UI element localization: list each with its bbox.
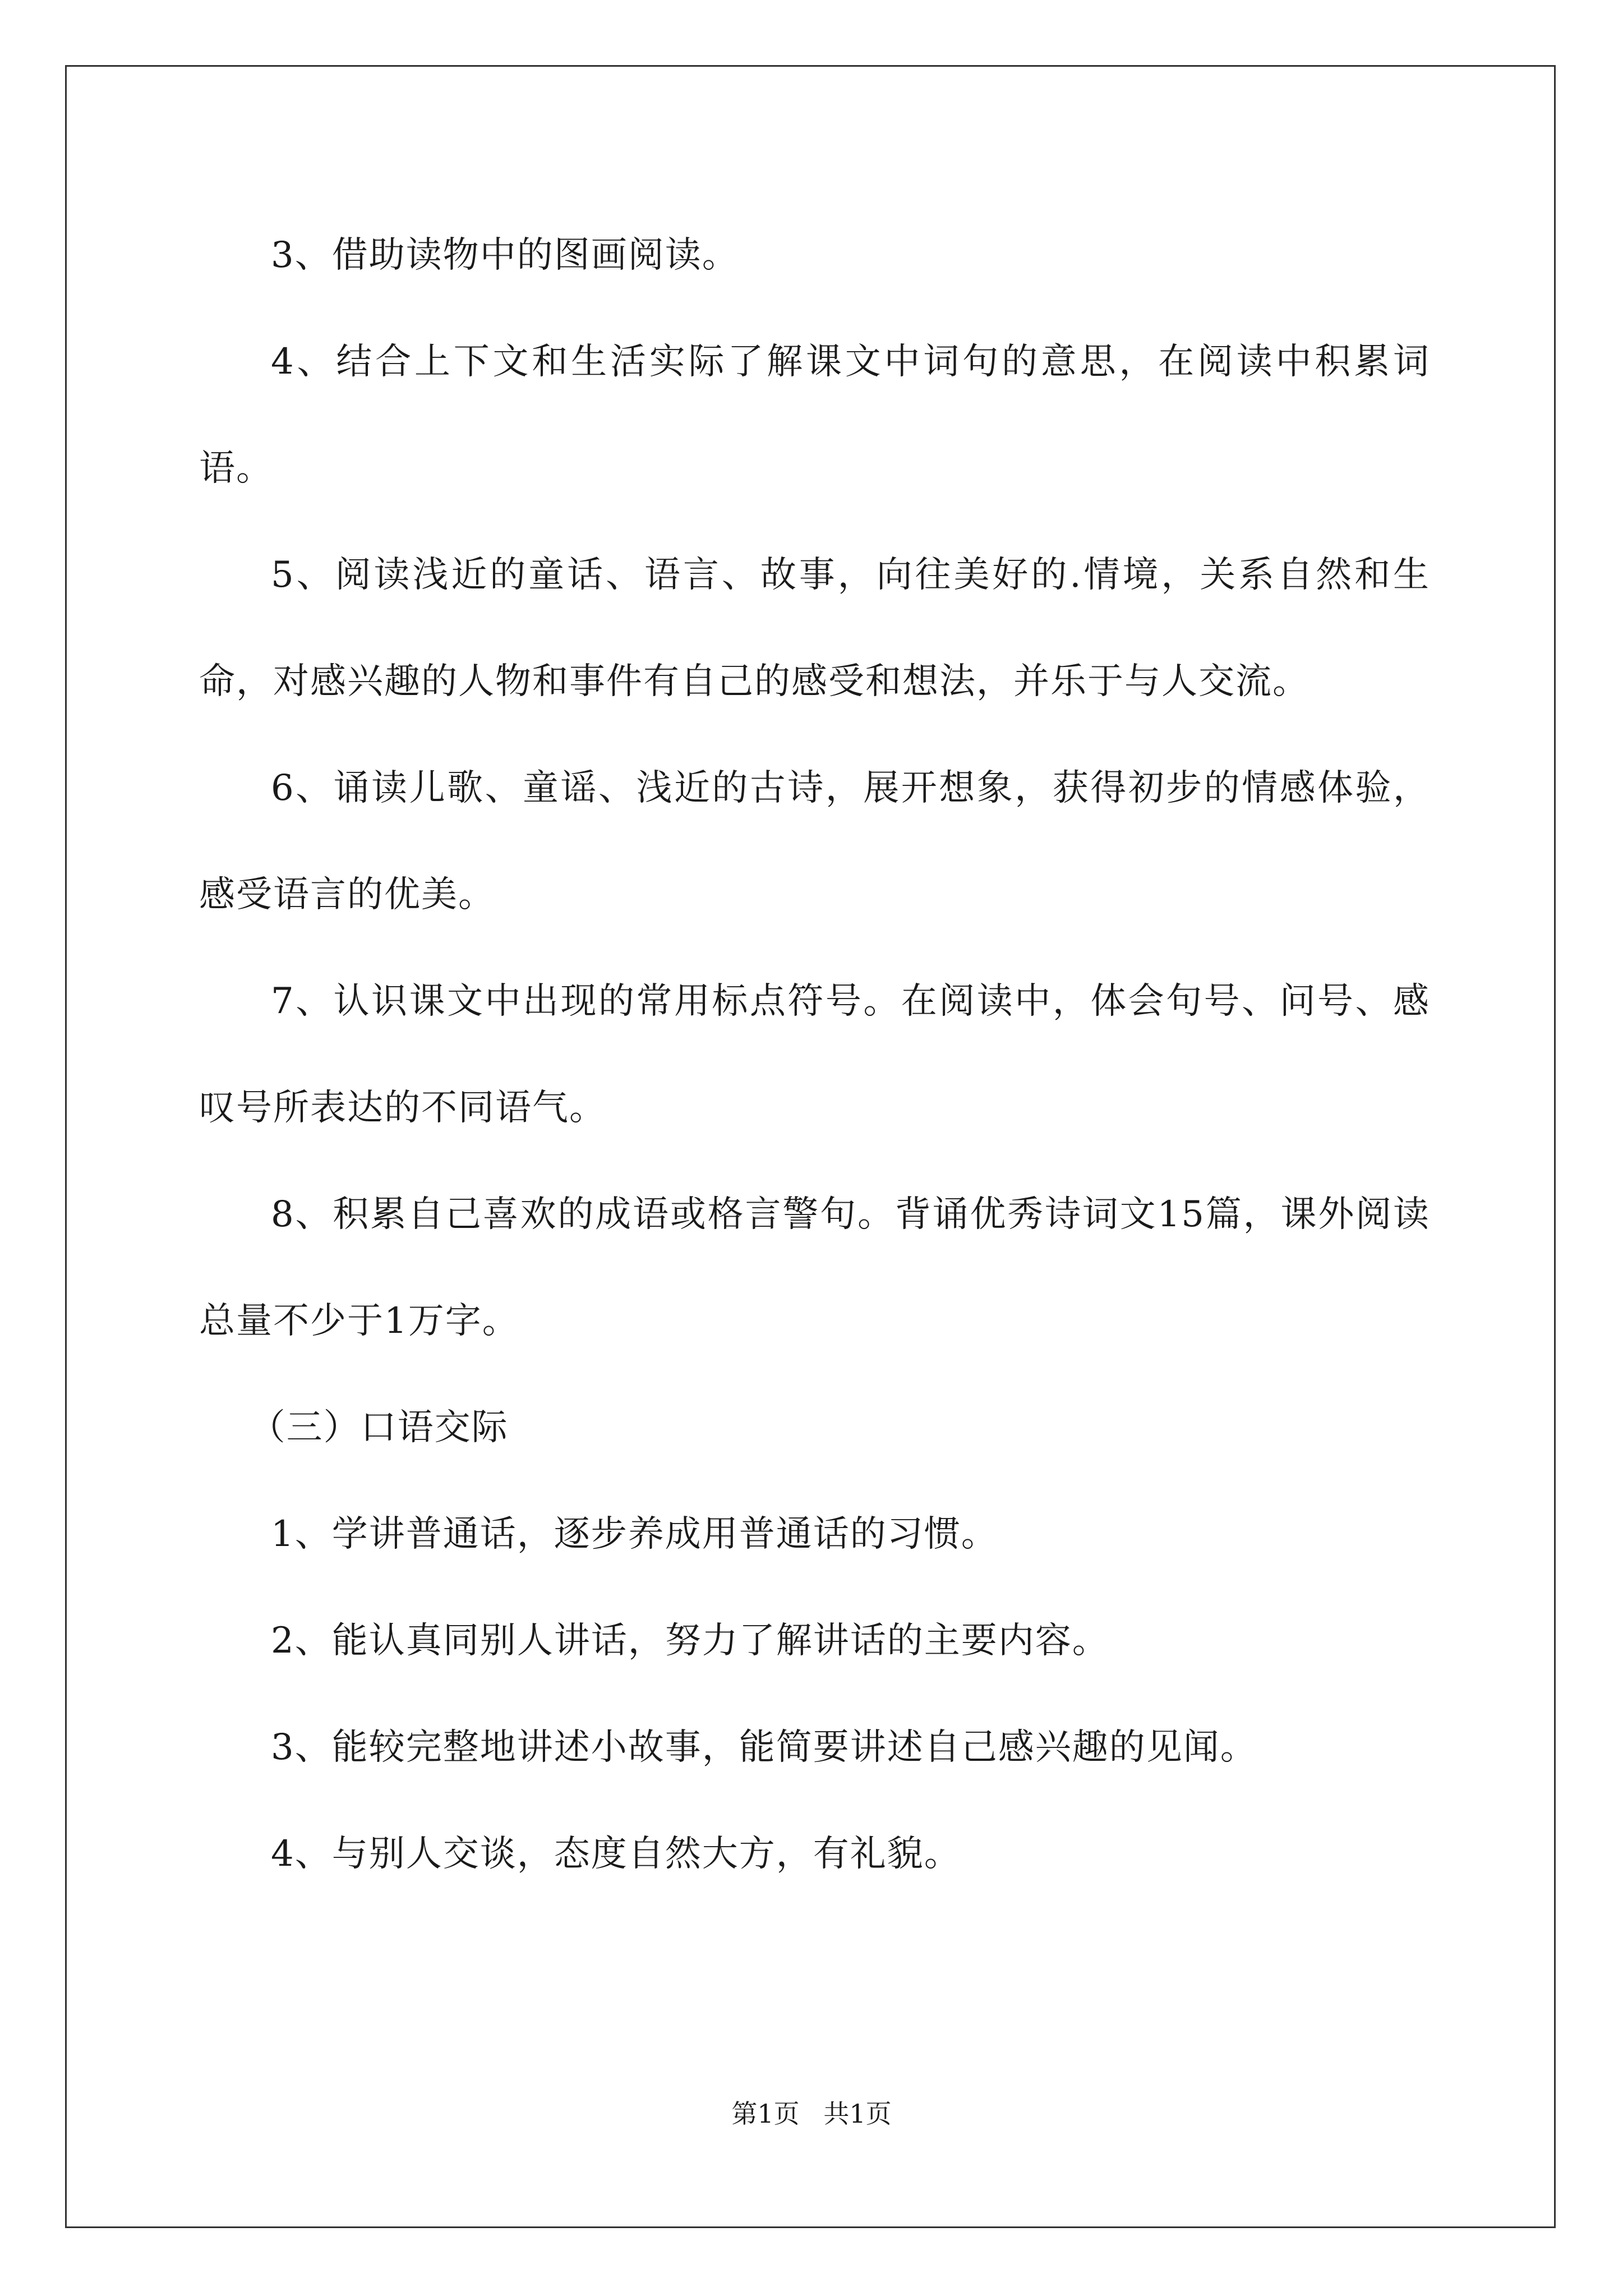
section-heading-oral: （三）口语交际 [249, 1407, 509, 1448]
paragraph-reading-8: 8、积累自己喜欢的成语或格言警句。背诵优秀诗词文15篇，课外阅读总量不少于1万字。 [199, 1194, 1430, 1342]
paragraph-reading-5: 5、阅读浅近的童话、语言、故事，向往美好的.情境，关系自然和生命，对感兴趣的人物和事件有自己的感受和想法，并乐于与人交流。 [199, 554, 1430, 702]
document-body [199, 202, 1430, 1907]
paragraph-reading-7: 7、认识课文中出现的常用标点符号。在阅读中，体会句号、问号、感叹号所表达的不同语气。 [199, 981, 1430, 1129]
page-footer [0, 2097, 1623, 2131]
paragraph-oral-1: 1、学讲普通话，逐步养成用普通话的习惯。 [271, 1513, 998, 1555]
page-number: 第1页 [731, 2099, 800, 2129]
page-total: 共1页 [823, 2099, 892, 2129]
paragraph-oral-2: 2、能认真同别人讲话，努力了解讲话的主要内容。 [271, 1620, 1109, 1662]
paragraph-reading-4: 4、结合上下文和生活实际了解课文中词句的意思，在阅读中积累词语。 [199, 341, 1430, 489]
paragraph-reading-3: 3、借助读物中的图画阅读。 [271, 234, 739, 276]
paragraph-oral-3: 3、能较完整地讲述小故事，能简要讲述自己感兴趣的见闻。 [271, 1727, 1257, 1768]
paragraph-reading-6: 6、诵读儿歌、童谣、浅近的古诗，展开想象，获得初步的情感体验，感受语言的优美。 [199, 767, 1430, 915]
paragraph-oral-4: 4、与别人交谈，态度自然大方，有礼貌。 [271, 1833, 961, 1875]
